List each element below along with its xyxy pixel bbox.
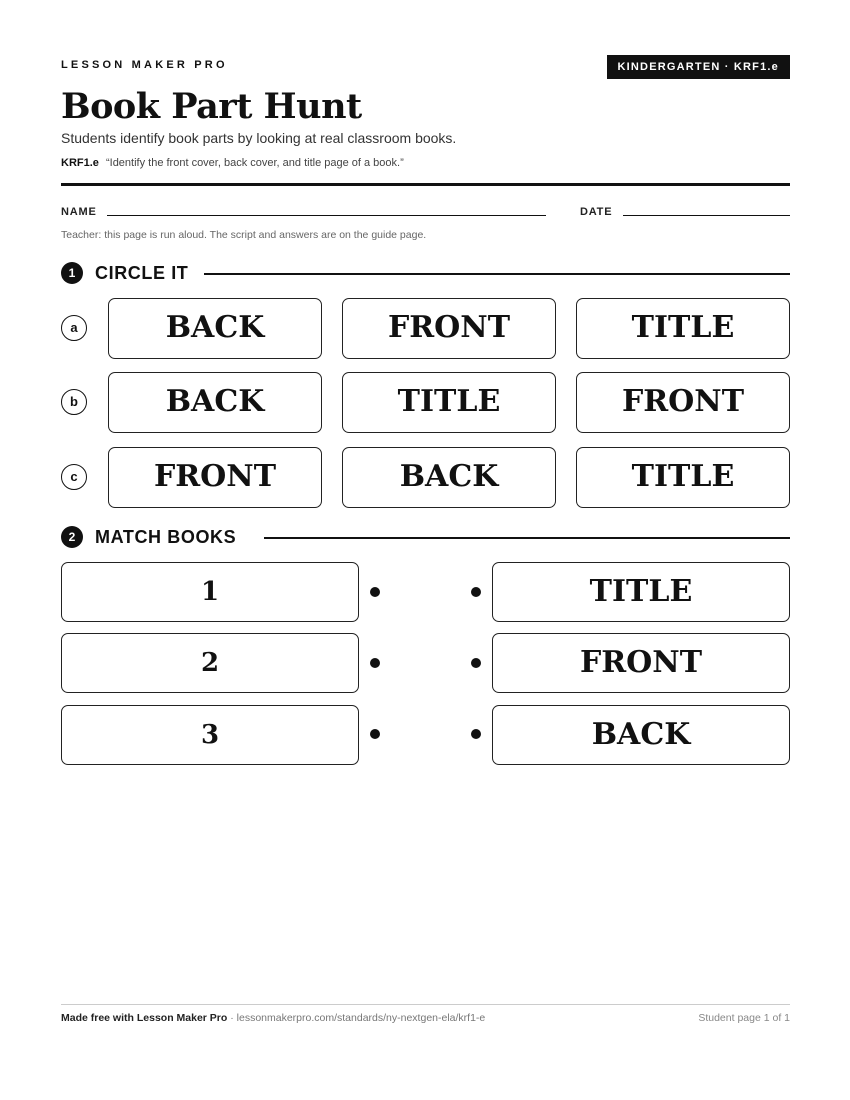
match-dot-right[interactable] — [471, 729, 481, 739]
option-box[interactable]: FRONT — [108, 447, 322, 508]
date-line[interactable] — [623, 215, 790, 216]
section-title: CIRCLE IT — [95, 263, 200, 283]
section-rule — [264, 537, 790, 539]
name-label: NAME — [61, 206, 97, 218]
name-line[interactable] — [107, 215, 546, 216]
level-badge: KINDERGARTEN · KRF1.e — [607, 55, 791, 79]
page-title: Book Part Hunt — [61, 86, 362, 127]
option-box[interactable]: FRONT — [342, 298, 556, 359]
section-rule — [204, 273, 790, 275]
match-dot-right[interactable] — [471, 658, 481, 668]
date-label: DATE — [580, 206, 613, 218]
option-box[interactable]: BACK — [342, 447, 556, 508]
row-letter-c: c — [61, 464, 87, 490]
option-box[interactable]: TITLE — [342, 372, 556, 433]
match-dot-left[interactable] — [370, 658, 380, 668]
match-dot-right[interactable] — [471, 587, 481, 597]
worksheet-page — [61, 0, 790, 1100]
page-subtitle: Students identify book parts by looking at real classroom books. — [61, 130, 457, 146]
match-left-box[interactable]: 1 — [61, 562, 359, 622]
footer-made-with: Made free with Lesson Maker Pro — [61, 1012, 228, 1024]
header-divider — [61, 183, 790, 186]
option-box[interactable]: BACK — [108, 298, 322, 359]
brand-name: LESSON MAKER PRO — [61, 59, 228, 71]
section-circle-it — [61, 262, 790, 284]
match-dot-left[interactable] — [370, 729, 380, 739]
row-letter-b: b — [61, 389, 87, 415]
row-letter-a: a — [61, 315, 87, 341]
standard-line — [61, 157, 404, 169]
option-box[interactable]: BACK — [108, 372, 322, 433]
teacher-note: Teacher: this page is run aloud. The script and answers are on the guide page. — [61, 229, 427, 241]
match-right-box[interactable]: TITLE — [492, 562, 790, 622]
standard-code: KRF1.e — [61, 157, 99, 169]
standard-text: “Identify the front cover, back cover, and title page of a book.” — [105, 157, 404, 169]
section-number: 2 — [61, 526, 83, 548]
option-box[interactable]: TITLE — [576, 447, 790, 508]
footer-url[interactable]: · lessonmakerpro.com/standards/ny-nextgen-ela/krf1-e — [227, 1012, 486, 1024]
match-left-box[interactable]: 3 — [61, 705, 359, 765]
section-title: MATCH BOOKS — [95, 527, 248, 547]
section-number: 1 — [61, 262, 83, 284]
match-dot-left[interactable] — [370, 587, 380, 597]
section-match-books — [61, 526, 790, 548]
option-box[interactable]: FRONT — [576, 372, 790, 433]
match-right-box[interactable]: BACK — [492, 705, 790, 765]
footer-page-label: Student page 1 of 1 — [698, 1012, 790, 1024]
footer-credit — [61, 1012, 485, 1024]
match-right-box[interactable]: FRONT — [492, 633, 790, 693]
match-left-box[interactable]: 2 — [61, 633, 359, 693]
option-box[interactable]: TITLE — [576, 298, 790, 359]
footer-divider — [61, 1004, 790, 1005]
